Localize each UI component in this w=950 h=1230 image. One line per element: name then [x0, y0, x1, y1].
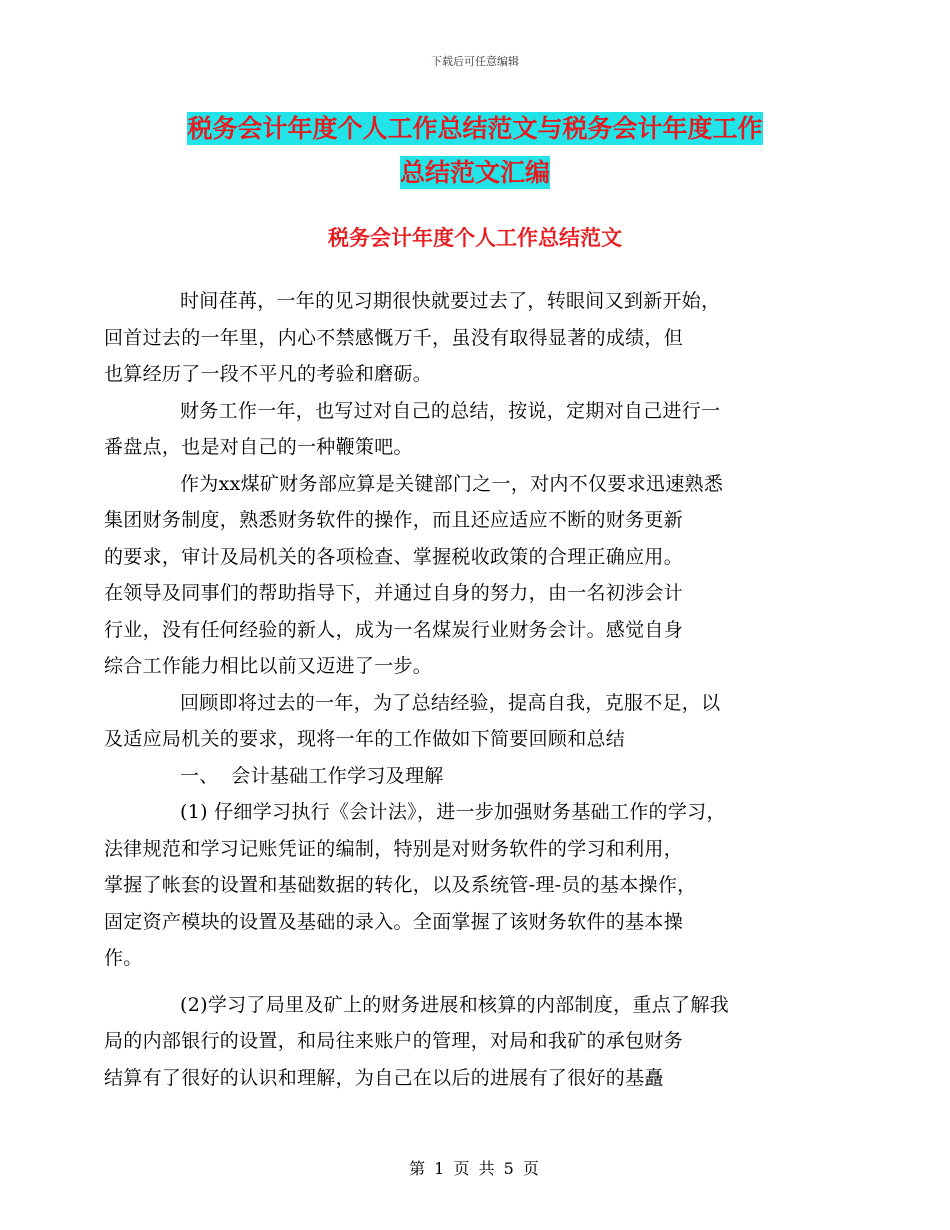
paragraph: [104, 466, 807, 685]
text-line: 番盘点，也是对自己的一种鞭策吧。: [104, 436, 413, 458]
text-line: 综合工作能力相比以前又迈进了一步。: [104, 655, 433, 677]
paragraph: [104, 685, 807, 758]
text-line: (2)学习了局里及矿上的财务进展和核算的内部制度，重点了解我: [180, 993, 729, 1016]
document-title-line-2: 总结范文汇编: [399, 158, 550, 187]
body-text: [104, 283, 807, 1096]
text-line: 局的内部银行的设置，和局往来账户的管理，对局和我矿的承包财务: [104, 1030, 684, 1052]
text-line: 作。: [104, 947, 143, 969]
section-title: 税务会计年度个人工作总结范文: [328, 226, 622, 250]
paragraph: [104, 393, 807, 466]
text-line: 掌握了帐套的设置和基础数据的转化，以及系统管-理-员的基本操作，: [104, 874, 697, 896]
text-line: 固定资产模块的设置及基础的录入。全面掌握了该财务软件的基本操: [104, 910, 684, 933]
text-line: 在领导及同事们的帮助指导下，并通过自身的努力，由一名初涉会计: [104, 582, 684, 604]
text-line: 及适应局机关的要求，现将一年的工作做如下简要回顾和总结: [104, 728, 626, 750]
text-line: (1) 仔细学习执行《会计法》，进一步加强财务基础工作的学习，: [180, 801, 726, 823]
text-line: 作为xx煤矿财务部应算是关键部门之一，对内不仅要求迅速熟悉: [180, 472, 724, 495]
text-line: 财务工作一年，也写过对自己的总结，按说，定期对自己进行一: [180, 399, 721, 422]
text-line: 集团财务制度，熟悉财务软件的操作，而且还应适应不断的财务更新: [104, 509, 684, 531]
text-line: 回首过去的一年里，内心不禁感慨万千，虽没有取得显著的成绩，但: [104, 326, 684, 349]
section-heading: [142, 758, 807, 795]
text-line: 时间荏苒，一年的见习期很快就要过去了，转眼间又到新开始，: [180, 290, 721, 312]
text-line: 也算经历了一段不平凡的考验和磨砺。: [104, 363, 433, 385]
text-line: 结算有了很好的认识和理解，为自己在以后的进展有了很好的基矗: [104, 1066, 664, 1089]
text-line: 法律规范和学习记账凭证的编制，特别是对财务软件的学习和利用，: [104, 837, 684, 860]
text-line: 一、 会计基础工作学习及理解: [180, 764, 444, 787]
page-footer: 第 1 页 共 5 页: [409, 1159, 541, 1178]
text-line: 的要求，审计及局机关的各项检查、掌握税收政策的合理正确应用。: [104, 545, 684, 568]
document-title-line-1: 税务会计年度个人工作总结范文与税务会计年度工作: [187, 114, 763, 143]
text-line: 回顾即将过去的一年，为了总结经验，提高自我，克服不足，以: [180, 691, 721, 714]
paragraph: [104, 283, 807, 393]
paragraph: [104, 987, 807, 1097]
paragraph: [104, 794, 807, 977]
text-line: 行业，没有任何经验的新人，成为一名煤炭行业财务会计。感觉自身: [104, 618, 684, 641]
header-note: 下载后可任意编辑: [431, 55, 519, 68]
